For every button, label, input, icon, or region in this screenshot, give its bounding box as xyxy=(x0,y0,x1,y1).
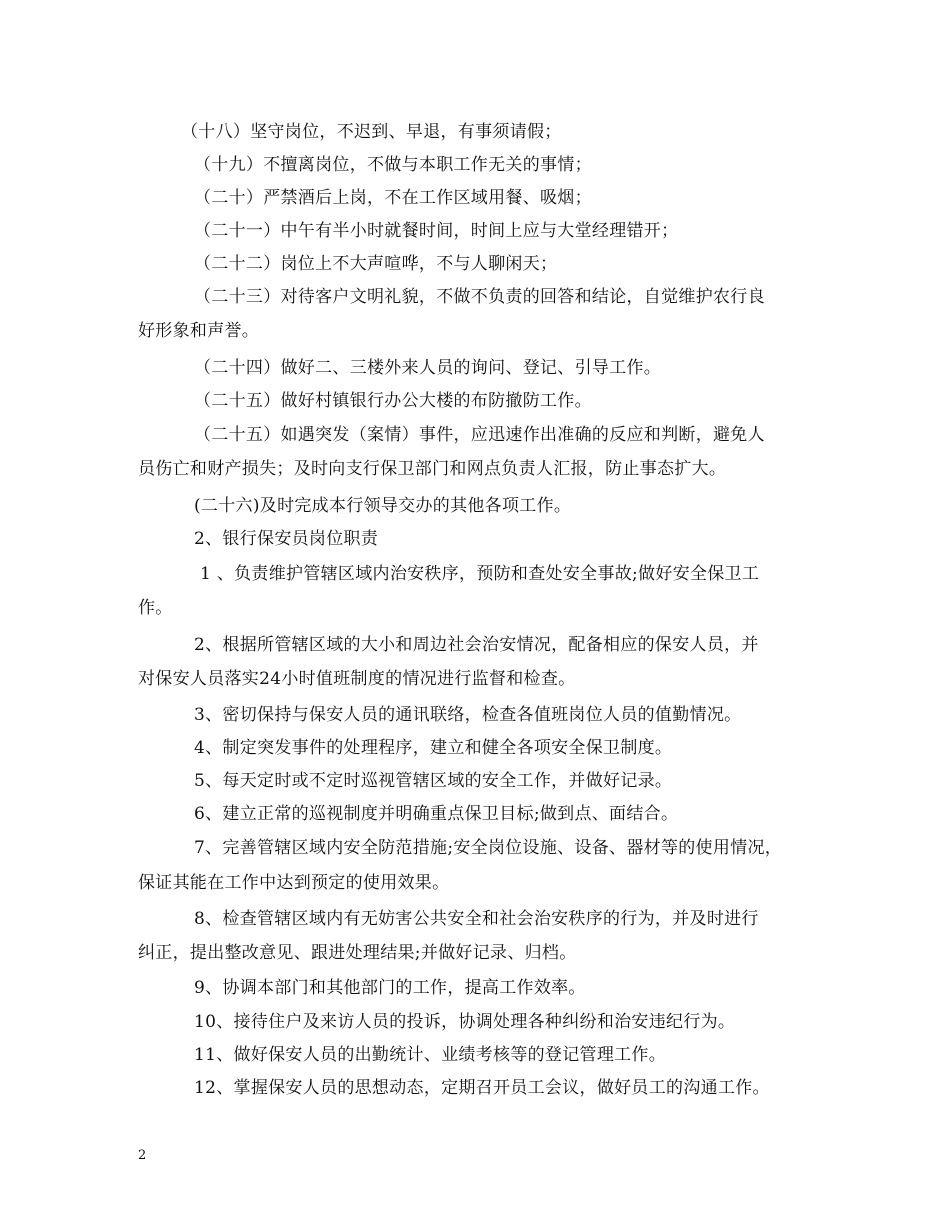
paragraph-line: （十八）坚守岗位，不迟到、早退，有事须请假； xyxy=(181,122,562,142)
paragraph-line: 员伤亡和财产损失；及时向支行保卫部门和网点负责人汇报，防止事态扩大。 xyxy=(138,459,727,479)
paragraph-line: （二十四）做好二、三楼外来人员的询问、登记、引导工作。 xyxy=(194,358,662,378)
paragraph-line: 11、做好保安人员的出勤统计、业绩考核等的登记管理工作。 xyxy=(194,1045,667,1065)
paragraph-line: 12、掌握保安人员的思想动态，定期召开员工会议，做好员工的沟通工作。 xyxy=(194,1078,770,1098)
section-heading: 2、银行保安员岗位职责 xyxy=(194,529,379,549)
paragraph-line: （二十）严禁酒后上岗，不在工作区域用餐、吸烟； xyxy=(194,188,592,208)
paragraph-line: 8、检查管辖区域内有无妨害公共安全和社会治安秩序的行为，并及时进行 xyxy=(194,909,759,929)
paragraph-line: （二十二）岗位上不大声喧哗，不与人聊闲天； xyxy=(194,254,558,274)
paragraph-line: 纠正，提出整改意见、跟进处理结果;并做好记录、归档。 xyxy=(138,943,577,963)
paragraph-line: （二十三）对待客户文明礼貌，不做不负责的回答和结论，自觉维护农行良 xyxy=(194,287,765,307)
paragraph-line: 10、接待住户及来访人员的投诉，协调处理各种纠纷和治安违纪行为。 xyxy=(194,1012,736,1032)
page-number: 2 xyxy=(138,1148,147,1163)
paragraph-line: 1 、负责维护管辖区域内治安秩序，预防和查处安全事故;做好安全保卫工 xyxy=(200,564,760,584)
paragraph-line: 保证其能在工作中达到预定的使用效果。 xyxy=(138,873,450,893)
paragraph-line: 4、制定突发事件的处理程序，建立和健全各项安全保卫制度。 xyxy=(194,738,673,758)
paragraph-line: 3、密切保持与保安人员的通讯联络，检查各值班岗位人员的值勤情况。 xyxy=(194,705,742,725)
paragraph-line: 7、完善管辖区域内安全防范措施;安全岗位设施、设备、器材等的使用情况， xyxy=(194,838,783,858)
paragraph-line: 9、协调本部门和其他部门的工作，提高工作效率。 xyxy=(194,978,586,998)
paragraph-line: （二十五）如遇突发（案情）事件，应迅速作出准确的反应和判断，避免人 xyxy=(194,425,765,445)
paragraph-line: 好形象和声誉。 xyxy=(138,321,260,341)
paragraph-line: 2、根据所管辖区域的大小和周边社会治安情况，配备相应的保安人员，并 xyxy=(194,635,759,655)
paragraph-line: (二十六)及时完成本行领导交办的其他各项工作。 xyxy=(194,496,572,516)
paragraph-line: 5、每天定时或不定时巡视管辖区域的安全工作，并做好记录。 xyxy=(194,771,673,791)
paragraph-line: （十九）不擅离岗位，不做与本职工作无关的事情； xyxy=(194,155,592,175)
paragraph-line: （二十一）中午有半小时就餐时间，时间上应与大堂经理错开； xyxy=(194,221,679,241)
paragraph-line: （二十五）做好村镇银行办公大楼的布防撤防工作。 xyxy=(194,391,592,411)
paragraph-line: 作。 xyxy=(138,598,173,618)
paragraph-line: 对保安人员落实24小时值班制度的情况进行监督和检查。 xyxy=(138,669,576,689)
paragraph-line: 6、建立正常的巡视制度并明确重点保卫目标;做到点、面结合。 xyxy=(194,804,679,824)
